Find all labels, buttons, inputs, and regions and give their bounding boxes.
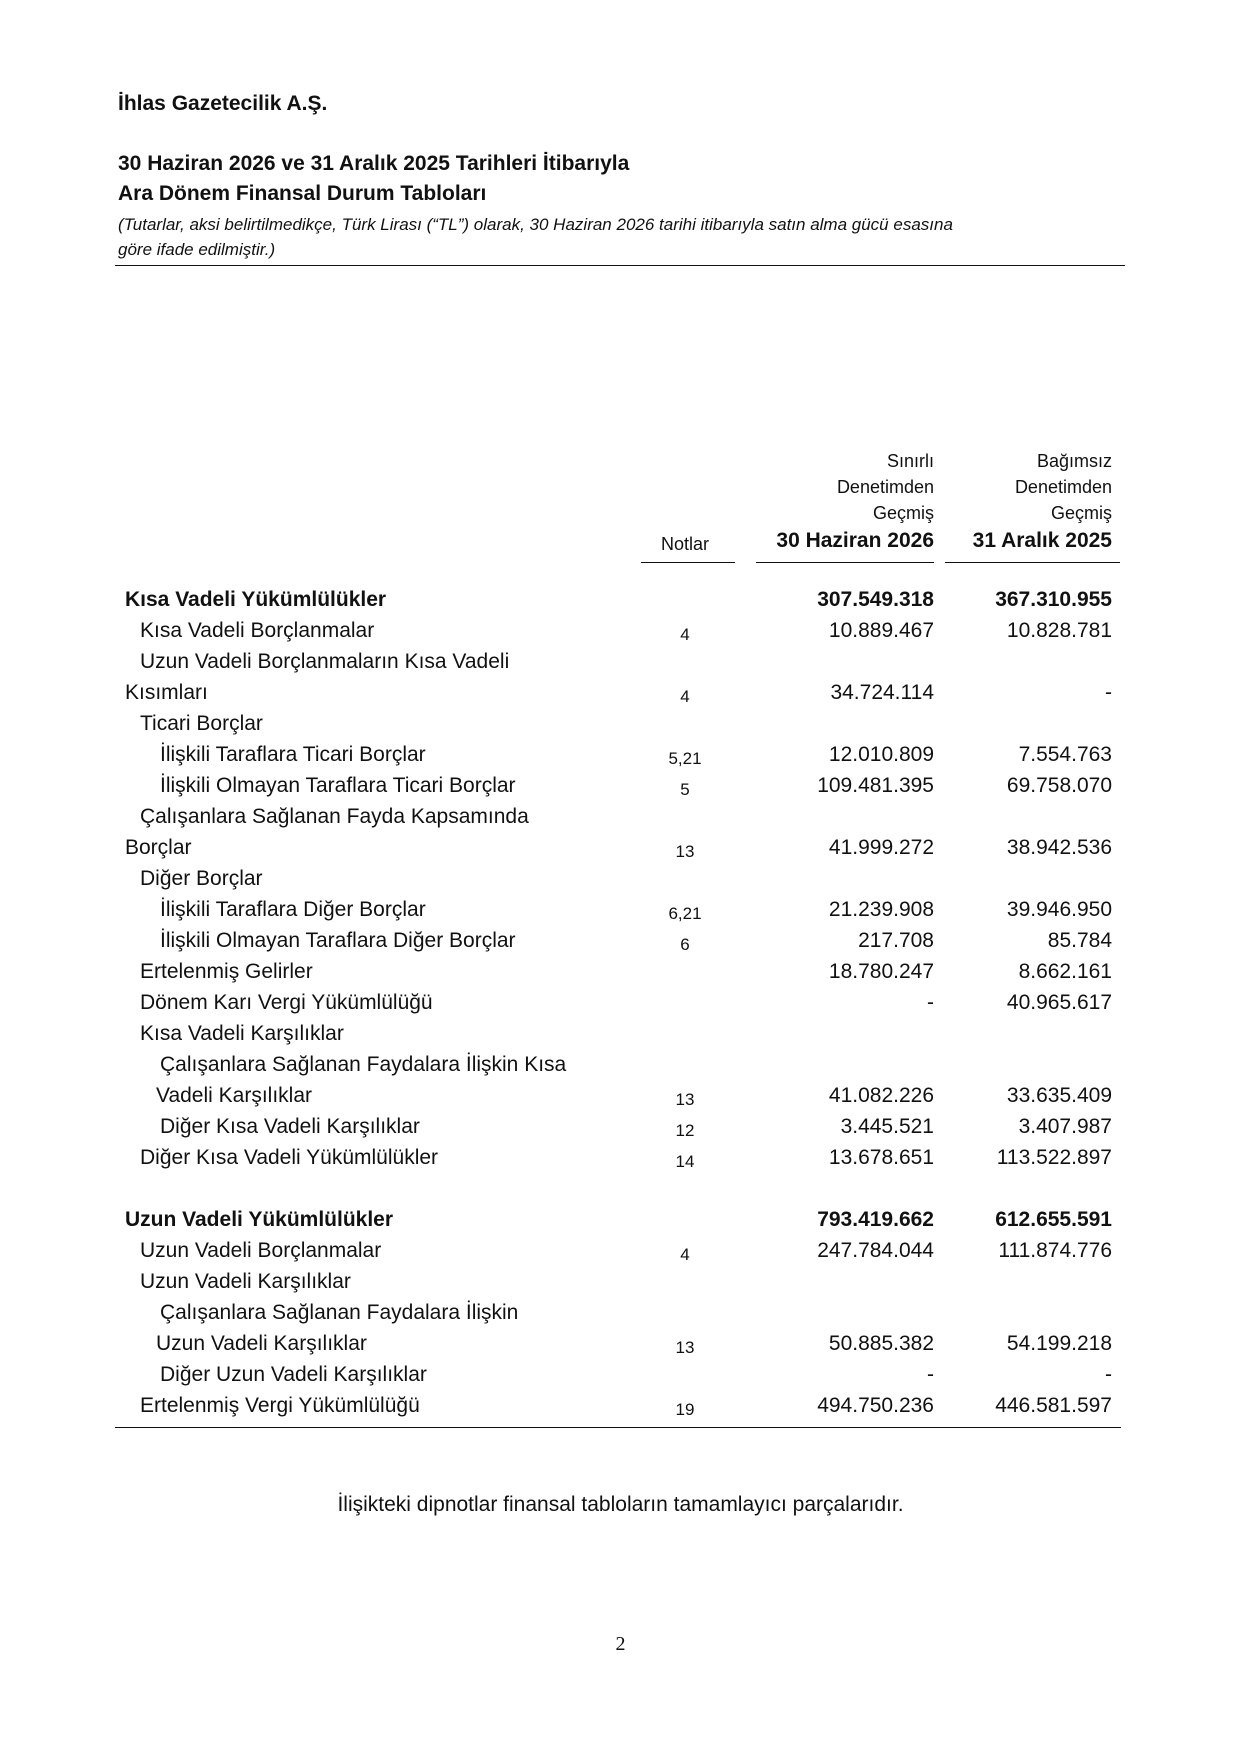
column-header-current (750, 448, 934, 556)
row-value-prior: 10.828.781 (1006, 619, 1112, 642)
table-row (0, 588, 1241, 619)
row-label: Kısa Vadeli Yükümlülükler (125, 588, 387, 611)
row-value-current: 34.724.114 (830, 681, 934, 704)
row-value-current: 10.889.467 (828, 619, 934, 642)
row-value-prior: 367.310.955 (995, 588, 1112, 611)
row-value-prior: 38.942.536 (1006, 836, 1112, 859)
table-row (0, 1146, 1241, 1177)
row-value-prior: 446.581.597 (995, 1394, 1112, 1417)
table-row (0, 1022, 1241, 1053)
row-value-current: 793.419.662 (817, 1208, 934, 1231)
row-label: Uzun Vadeli Yükümlülükler (125, 1208, 394, 1231)
row-label: Uzun Vadeli Borçlanmaların Kısa Vadeli (140, 650, 510, 673)
row-value-prior: 69.758.070 (1006, 774, 1112, 797)
table-row (0, 1053, 1241, 1084)
column-header-prior (940, 448, 1112, 556)
table-row (0, 1115, 1241, 1146)
table-row (0, 1239, 1241, 1270)
row-value-current: 494.750.236 (817, 1394, 934, 1417)
row-value-current: 307.549.318 (817, 588, 934, 611)
table-row (0, 805, 1241, 836)
row-label: Vadeli Karşılıklar (156, 1084, 313, 1107)
table-row (0, 1301, 1241, 1332)
row-value-current: 247.784.044 (817, 1239, 934, 1262)
row-value-prior: 7.554.763 (1018, 743, 1112, 766)
row-label: Ertelenmiş Gelirler (140, 960, 313, 983)
row-label: Diğer Uzun Vadeli Karşılıklar (160, 1363, 427, 1386)
table-row (0, 867, 1241, 898)
column-prior-line1: Bağımsız (1036, 451, 1112, 471)
row-label: Uzun Vadeli Borçlanmalar (140, 1239, 382, 1262)
row-value-prior: 33.635.409 (1006, 1084, 1112, 1107)
row-value-current: 3.445.521 (840, 1115, 934, 1138)
row-value-prior: 113.522.897 (996, 1146, 1112, 1169)
row-value-prior: 39.946.950 (1006, 898, 1112, 921)
table-row (0, 836, 1241, 867)
row-note: 5 (680, 780, 690, 799)
row-label: Ticari Borçlar (140, 712, 263, 735)
row-label: Çalışanlara Sağlanan Fayda Kapsamında (140, 805, 529, 828)
row-note: 6,21 (668, 904, 702, 923)
row-label: İlişkili Taraflara Diğer Borçlar (160, 898, 426, 921)
notes-header-rule (641, 562, 735, 563)
row-value-current: 13.678.651 (828, 1146, 934, 1169)
row-note: 19 (675, 1400, 695, 1419)
row-note: 4 (680, 687, 690, 706)
row-value-prior: 612.655.591 (995, 1208, 1112, 1231)
row-label: Kısa Vadeli Borçlanmalar (140, 619, 375, 642)
footnote: İlişikteki dipnotlar finansal tabloların tamamlayıcı parçalarıdır. (337, 1493, 904, 1516)
table-row (0, 1270, 1241, 1301)
column-current-line3: Geçmiş (872, 503, 934, 523)
row-note: 4 (680, 1245, 690, 1264)
row-note: 6 (680, 935, 690, 954)
table-row (0, 1084, 1241, 1115)
column-current-line2: Denetimden (836, 477, 934, 497)
table-row (0, 898, 1241, 929)
row-note: 13 (675, 842, 695, 861)
row-value-prior: - (1105, 1363, 1112, 1386)
table-row (0, 1208, 1241, 1239)
row-label: İlişkili Taraflara Ticari Borçlar (160, 743, 426, 766)
column-prior-date: 31 Aralık 2025 (972, 529, 1112, 552)
row-label: Kısa Vadeli Karşılıklar (140, 1022, 344, 1045)
table-row (0, 743, 1241, 774)
row-note: 5,21 (668, 749, 702, 768)
current-header-rule (756, 562, 934, 563)
column-current-date: 30 Haziran 2026 (776, 529, 934, 552)
column-prior-line2: Denetimden (1014, 477, 1112, 497)
row-value-current: - (927, 991, 934, 1014)
row-label: Diğer Borçlar (140, 867, 263, 890)
row-value-current: - (927, 1363, 934, 1386)
subtitle-line1: (Tutarlar, aksi belirtilmedikçe, Türk Lirası (“TL”) olarak, 30 Haziran 2026 tarihi itibarıyla satın alma gücü esasına (118, 215, 953, 234)
row-value-current: 109.481.395 (817, 774, 934, 797)
company-name: İhlas Gazetecilik A.Ş. (118, 92, 328, 115)
row-note: 14 (675, 1152, 695, 1171)
row-value-prior: - (1105, 681, 1112, 704)
report-subtitle (118, 212, 1098, 262)
table-row (0, 929, 1241, 960)
column-prior-line3: Geçmiş (1050, 503, 1112, 523)
report-title-line1: 30 Haziran 2026 ve 31 Aralık 2025 Tarihleri İtibarıyla (118, 152, 630, 175)
row-value-current: 50.885.382 (828, 1332, 934, 1355)
row-label: Kısımları (125, 681, 208, 704)
row-value-current: 12.010.809 (828, 743, 934, 766)
row-label: Uzun Vadeli Karşılıklar (156, 1332, 367, 1355)
row-label: Çalışanlara Sağlanan Faydalara İlişkin Kısa (160, 1053, 567, 1076)
row-value-prior: 85.784 (1047, 929, 1112, 952)
table-row (0, 991, 1241, 1022)
table-row (0, 619, 1241, 650)
table-bottom-rule (115, 1427, 1121, 1428)
report-title-line2: Ara Dönem Finansal Durum Tabloları (118, 182, 487, 205)
table-row (0, 650, 1241, 681)
row-value-current: 18.780.247 (828, 960, 934, 983)
prior-header-rule (945, 562, 1120, 563)
row-label: Ertelenmiş Vergi Yükümlülüğü (140, 1394, 420, 1417)
row-value-prior: 8.662.161 (1018, 960, 1112, 983)
header-divider (115, 265, 1125, 266)
row-label: Borçlar (125, 836, 192, 859)
row-note: 12 (675, 1121, 695, 1140)
row-value-prior: 111.874.776 (998, 1239, 1112, 1262)
row-label: Diğer Kısa Vadeli Yükümlülükler (140, 1146, 439, 1169)
row-label: İlişkili Olmayan Taraflara Ticari Borçlar (160, 774, 516, 797)
row-note: 13 (675, 1090, 695, 1109)
row-value-current: 41.082.226 (828, 1084, 934, 1107)
column-header-notes: Notlar (660, 534, 709, 554)
row-value-prior: 54.199.218 (1006, 1332, 1112, 1355)
table-row (0, 712, 1241, 743)
row-label: İlişkili Olmayan Taraflara Diğer Borçlar (160, 929, 516, 952)
table-row (0, 681, 1241, 712)
table-row (0, 1394, 1241, 1425)
row-value-current: 41.999.272 (828, 836, 934, 859)
row-value-prior: 3.407.987 (1018, 1115, 1112, 1138)
column-current-line1: Sınırlı (886, 451, 934, 471)
page-number: 2 (615, 1633, 626, 1655)
row-label: Diğer Kısa Vadeli Karşılıklar (160, 1115, 420, 1138)
row-label: Çalışanlara Sağlanan Faydalara İlişkin (160, 1301, 519, 1324)
table-row (0, 1363, 1241, 1394)
row-label: Dönem Karı Vergi Yükümlülüğü (140, 991, 433, 1014)
table-row (0, 774, 1241, 805)
table-row (0, 1332, 1241, 1363)
table-row (0, 960, 1241, 991)
row-note: 4 (680, 625, 690, 644)
row-value-prior: 40.965.617 (1006, 991, 1112, 1014)
row-label: Uzun Vadeli Karşılıklar (140, 1270, 351, 1293)
subtitle-line2: göre ifade edilmiştir.) (118, 240, 276, 259)
row-value-current: 21.239.908 (828, 898, 934, 921)
row-value-current: 217.708 (858, 929, 934, 952)
row-note: 13 (675, 1338, 695, 1357)
